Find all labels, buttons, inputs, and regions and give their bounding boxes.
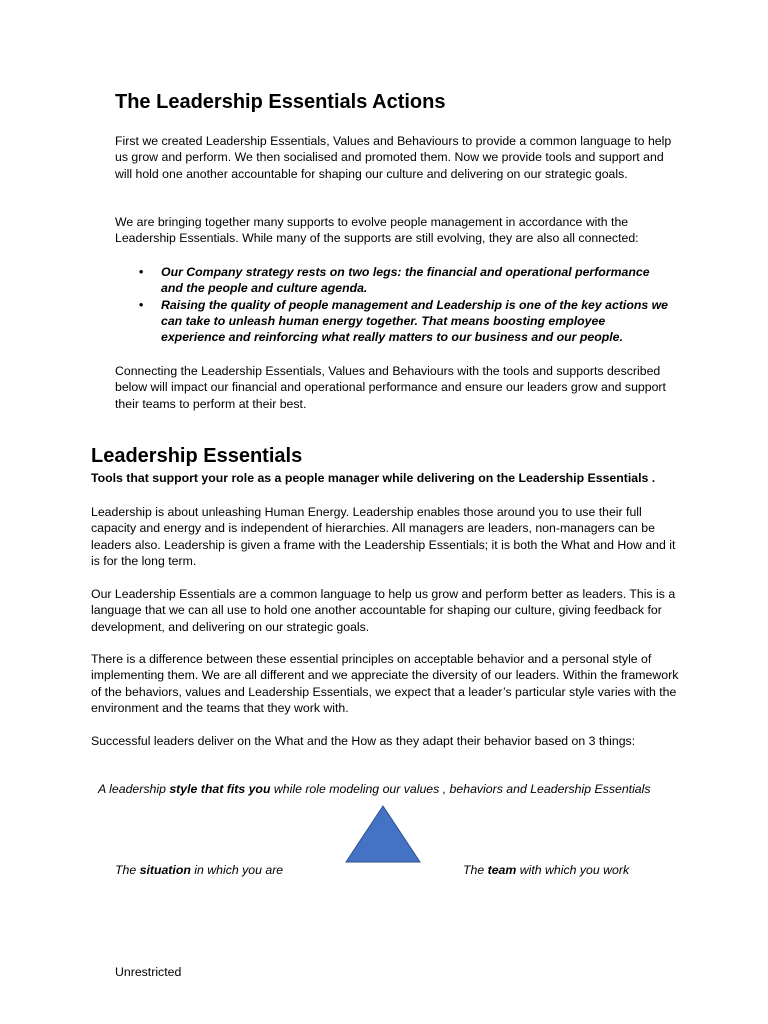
label-bold: style that fits you bbox=[169, 782, 271, 796]
label-pre: The bbox=[115, 863, 140, 877]
triangle-left-label bbox=[115, 862, 283, 878]
label-bold: situation bbox=[139, 863, 191, 877]
actions-paragraph-2 bbox=[115, 214, 675, 247]
paragraph-text: There is a difference between these essential principles on acceptable behavior and a personal style of implementing them. We are all different and we appreciate the diversity of our leaders. Within the framework of the behaviors, values and Leadership Essentials, we expect that a leader’s particular style varies with the environment and the teams that they work with. bbox=[91, 652, 679, 715]
label-bold: team bbox=[487, 863, 517, 877]
paragraph-text: Connecting the Leadership Essentials, Values and Behaviours with the tools and supports described below will impact our financial and operational performance and ensure our leaders grow and support their teams to perform at their best. bbox=[115, 364, 666, 411]
section-subtitle: Tools that support your role as a people manager while delivering on the Leadership Essentials . bbox=[91, 471, 656, 485]
bullet-text: Raising the quality of people management and Leadership is one of the key actions we can take to unleash human energy together. That means boosting employee experience and reinforcing what really matters to our business and our people. bbox=[161, 297, 669, 345]
paragraph-text: Our Leadership Essentials are a common language to help us grow and perform better as leaders. This is a language that we can all use to hold one another accountable for shaping our culture, giving feedback for development, and delivering on our strategic goals. bbox=[91, 587, 676, 634]
classification-label: Unrestricted bbox=[115, 965, 182, 979]
essentials-paragraph-4 bbox=[91, 733, 681, 749]
triangle-right-label bbox=[463, 862, 629, 878]
bullet-dot: • bbox=[139, 265, 144, 279]
paragraph-text: Successful leaders deliver on the What and the How as they adapt their behavior based on 3 things: bbox=[91, 734, 636, 748]
label-post: in which you are bbox=[190, 863, 284, 877]
paragraph-text: Leadership is about unleashing Human Energy. Leadership enables those around you to use their full capacity and energy and is independent of hierarchies. All managers are leaders, non-managers can be leaders also. Leadership is given a frame with the Leadership Essentials; it is both the What and How and it is for the long term. bbox=[91, 505, 676, 568]
bullet-text: Our Company strategy rests on two legs: the financial and operational performance and the people and culture agenda. bbox=[161, 265, 650, 296]
essentials-paragraph-2 bbox=[91, 586, 681, 635]
bullet-item-people-management bbox=[139, 297, 671, 346]
label-pre: A leadership bbox=[98, 782, 170, 796]
section-title-actions: The Leadership Essentials Actions bbox=[115, 91, 446, 113]
label-post: with which you work bbox=[516, 863, 630, 877]
paragraph-text: We are bringing together many supports to evolve people management in accordance with the Leadership Essentials. While many of the supports are still evolving, they are also all connected: bbox=[115, 215, 639, 246]
triangle-top-label bbox=[98, 781, 651, 797]
essentials-paragraph-1 bbox=[91, 504, 681, 569]
bullet-item-strategy bbox=[139, 264, 671, 297]
triangle-shape bbox=[346, 806, 420, 862]
section-title-leadership-essentials: Leadership Essentials bbox=[91, 445, 303, 467]
bullet-dot: • bbox=[139, 297, 144, 312]
leadership-triangle bbox=[344, 804, 422, 864]
actions-bullet-list bbox=[139, 264, 671, 345]
label-pre: The bbox=[463, 863, 488, 877]
paragraph-text: First we created Leadership Essentials, Values and Behaviours to provide a common language to help us grow and perform. We then socialised and promoted them. Now we provide tools and support and will hold one another accountable for shaping our culture and delivering on our strategic goals. bbox=[115, 134, 672, 181]
essentials-paragraph-3 bbox=[91, 651, 681, 716]
actions-paragraph-1 bbox=[115, 133, 675, 182]
actions-closing-paragraph bbox=[115, 363, 675, 412]
label-post: while role modeling our values , behaviors and Leadership Essentials bbox=[270, 782, 651, 796]
